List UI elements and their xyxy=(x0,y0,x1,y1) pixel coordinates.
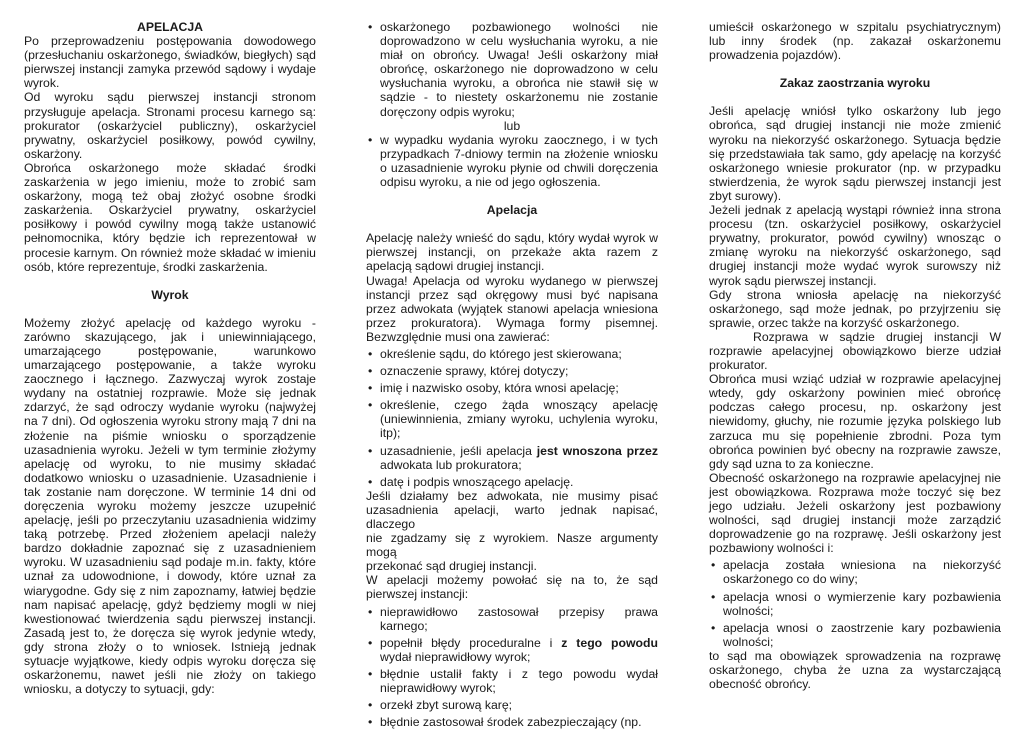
connector-lub: lub xyxy=(503,118,521,133)
list-item: • imię i nazwisko osoby, która wnosi apelację; xyxy=(366,381,658,395)
heading-wyrok: Wyrok xyxy=(151,287,189,302)
list-item: • popełnił błędy proceduralne i z tego powodu wydał nieprawidłowy wyrok; xyxy=(366,636,658,664)
list-item: • błędnie zastosował środek zabezpieczający (np. xyxy=(366,715,658,729)
paragraph-grounds: W apelacji możemy powołać się na to, że sąd pierwszej instancji: xyxy=(366,573,658,602)
document-title: APELACJA xyxy=(136,20,204,34)
column-right xyxy=(709,20,1001,710)
paragraph-obligation: to sąd ma obowiązek sprowadzenia na rozprawę oskarżonego, chyba że uzna za wystarczającą obecność obrońcy. xyxy=(709,648,1001,692)
list-item: • w wypadku wydania wyroku zaocznego, i w tych przypadkach 7-dniowy termin na złożenie wniosku o uzasadnienie wyroku płynie od chwili doręczenia odpisu wyroku, a nie od jego ogłoszenia. xyxy=(366,133,658,189)
list-item: • orzekł zbyt surową karę; xyxy=(366,698,658,712)
paragraph-defender-presence: Obrońca musi wziąć udział w rozprawie apelacyjnej wtedy, gdy oskarżony powinien mieć obrońcę podczas całego procesu, np. oskarżony jest niewidomy, głuchy, nie rozumie języka polskiego lub zarzuca mu się popełnienie zbrodni. Poza tym obrońca powinien być obecny na rozprawie zawsze, gdy sąd uzna to za konieczne. xyxy=(709,372,1001,471)
paragraph-other-party: Jeżeli jednak z apelacją wystąpi również inna strona procesu (tzn. oskarżyciel posiłkowy, oskarżyciel prywatny, prokurator, powód cywilny) wnosząc o zmianę wyroku na niekorzyść oskarżonego, sąd drugiej instancji może wydać wyrok surowszy niż wyrok sądu pierwszej instancji. xyxy=(709,203,1001,288)
paragraph-requirements: Uwaga! Apelacja od wyroku wydanego w pierwszej instancji przez sąd okręgowy musi być napisana przez adwokata (wyjątek stanowi apelacja wniesiona przez prokuratora). Wymaga formy pisemnej. Bezwzględnie musi ona zawierać: xyxy=(366,273,658,344)
paragraph-second-instance: Rozprawa w sądzie drugiej instancji W rozprawie apelacyjnej obowiązkowo bierze udział prokurator. xyxy=(709,329,1001,373)
paragraph-defender: Obrońca oskarżonego może składać środki zaskarżenia w jego imieniu, może to zrobić sam oskarżony, mogą też obaj złożyć osobne środki zaskarżenia. Oskarżyciel prywatny, oskarżyciel posiłkowy i powód cywilny mogą także ustanowić pełnomocnika, który będzie ich reprezentował w procesie karnym. On również może składać w imieniu osób, które reprezentuje, środki zaskarżenia. xyxy=(24,160,316,274)
column-middle xyxy=(366,20,658,729)
paragraph-wyrok: Możemy złożyć apelację od każdego wyroku - zarówno skazującego, jak i uniewinniającego, umarzającego postępowanie, warunkowo umarzającego postępowanie, a także wyroku zaocznego i łącznego. Zazwyczaj wyrok zostaje wydany na ostatniej rozprawie. Może się jednak zdarzyć, że sąd odroczy wydanie wyroku (najwyżej na 7 dni). Od ogłoszenia wyroku strony mają 7 dni na złożenie na piśmie wniosku o sporządzenie uzasadnienia wyroku. Jeżeli w tym terminie złożymy apelację od wyroku, to nie musimy składać dodatkowo wniosku o uzasadnienie. Uzasadnienie i tak zostanie nam doręczone. W terminie 14 dni od doręczenia wyroku możemy jeszcze uzupełnić apelację, jeśli po przeczytaniu uzasadnienia widzimy taką potrzebę. Przed złożeniem apelacji należy bardzo dokładnie zapoznać się z uzasadnieniem wyroku. W uzasadnieniu sąd podaje m.in. fakty, które uznał za udowodnione, i dowody, które uznał za wiarygodne. Gdy się z nim zapoznamy, łatwiej będzie nam napisać apelację, gdyż będziemy mogli w niej kwestionować twierdzenia sądu pierwszej instancji. Zasadą jest to, że doręcza się wyrok jedynie wtedy, gdy strona złoży o to wniosek. Istnieją jednak sytuacje wyjątkowe, kiedy odpis wyroku doręcza się oskarżonemu, nawet jeśli nie złoży on takiego wniosku, a dotyczy to sytuacji, gdy: xyxy=(24,315,316,697)
heading-zakaz: Zakaz zaostrzania wyroku xyxy=(779,76,931,91)
paragraph-where-to-file: Apelację należy wnieść do sądu, który wydał wyrok w pierwszej instancji, on przekaże akta razem z apelacją sądowi drugiej instancji. xyxy=(366,231,658,274)
list-item: • określenie sądu, do którego jest skierowana; xyxy=(366,347,658,361)
list-item: • oskarżonego pozbawionego wolności nie doprowadzono w celu wysłuchania wyroku, a nie miał on obrońcy. Uwaga! Jeśli oskarżony miał obrońcę, oskarżonego nie doprowadzono w celu wysłuchania wyroku, a obrońca nie stawił się w sądzie - to niestety oskarżonemu nie zostanie doręczony odpis wyroku; xyxy=(366,20,658,119)
paragraph-no-lawyer: Jeśli działamy bez adwokata, nie musimy pisać uzasadnienia apelacji, warto jednak napisać, dlaczego xyxy=(366,488,658,531)
list-item: • określenie, czego żąda wnoszący apelację (uniewinnienia, zmiany wyroku, uchylenia wyroku, itp); xyxy=(366,398,658,440)
list-item: • uzasadnienie, jeśli apelacja jest wnoszona przez adwokata lub prokuratora; xyxy=(366,444,658,472)
paragraph-no-lawyer-2: nie zgadzamy się z wyrokiem. Nasze argumenty mogą xyxy=(366,531,658,560)
list-item: • nieprawidłowo zastosował przepisy prawa karnego; xyxy=(366,605,658,633)
paragraph-defendant-presence: Obecność oskarżonego na rozprawie apelacyjnej nie jest obowiązkowa. Rozprawa może toczyć się bez jego udziału. Jeżeli oskarżony jest pozbawiony wolności, sąd drugiej instancji może zarządzić doprowadzenie go na rozprawę. Jeśli oskarżony jest pozbawiony wolności i: xyxy=(709,470,1001,556)
list-item: • apelacja wnosi o wymierzenie kary pozbawienia wolności; xyxy=(709,590,1001,618)
heading-apelacja: Apelacja xyxy=(486,203,538,218)
paragraph-continued: umieścił oskarżonego w szpitalu psychiatrycznym) lub inny środek (np. zakazał oskarżonemu prowadzenia pojazdów). xyxy=(709,20,1001,63)
paragraph-in-favor: Gdy strona wniosła apelację na niekorzyść oskarżonego, sąd może jednak, po przyjrzeniu się sprawie, orzec także na korzyść oskarżonego. xyxy=(709,287,1001,330)
list-item: • błędnie ustalił fakty i z tego powodu wydał nieprawidłowy wyrok; xyxy=(366,667,658,695)
column-left xyxy=(24,20,316,710)
list-item: • oznaczenie sprawy, której dotyczy; xyxy=(366,364,658,378)
paragraph-reformatio: Jeśli apelację wniósł tylko oskarżony lub jego obrońca, sąd drugiej instancji nie może zmienić wyroku na niekorzyść oskarżonego. Sytuacja będzie się przedstawiała tak samo, gdy apelację na korzyść oskarżonego wniesie prokurator (np. w przypadku stwierdzenia, że wyrok sądu pierwszej instancji jest zbyt surowy). xyxy=(709,104,1001,203)
list-item: • datę i podpis wnoszącego apelację. xyxy=(366,475,658,489)
list-item: • apelacja wnosi o zaostrzenie kary pozbawienia wolności; xyxy=(709,621,1001,649)
paragraph-parties: Od wyroku sądu pierwszej instancji stronom przysługuje apelacja. Stronami procesu karnego są: prokurator (oskarżyciel publiczny), oskarżyciel prywatny, oskarżyciel posiłkowy, powód cywilny, oskarżony. xyxy=(24,90,316,161)
paragraph-intro: Po przeprowadzeniu postępowania dowodowego (przesłuchaniu oskarżonego, świadków, biegłych) sąd pierwszej instancji zamyka przewód sądowy i wydaje wyrok. xyxy=(24,34,316,91)
paragraph-no-lawyer-3: przekonać sąd drugiej instancji. xyxy=(366,559,537,574)
list-item: • apelacja została wniesiona na niekorzyść oskarżonego co do winy; xyxy=(709,558,1001,586)
